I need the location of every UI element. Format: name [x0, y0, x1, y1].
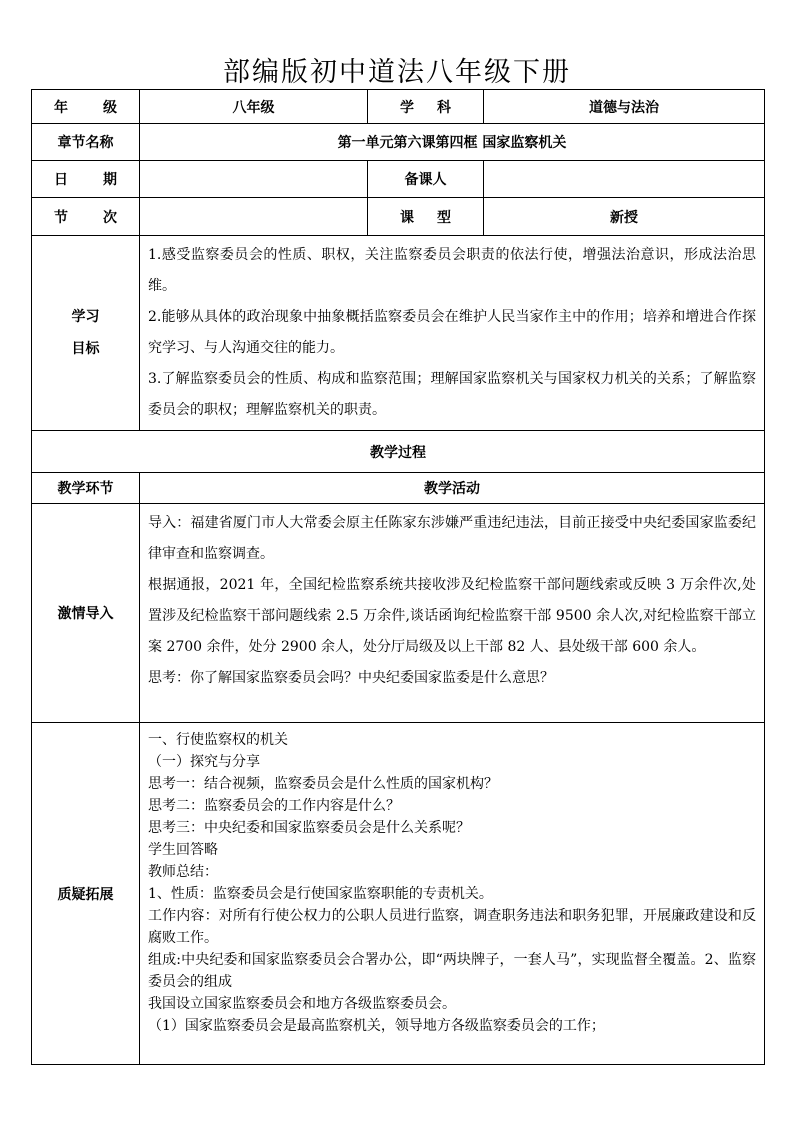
document-title: 部编版初中道法八年级下册 — [223, 57, 571, 88]
preparer-label: 备课人 — [368, 161, 484, 198]
section-row — [32, 198, 765, 236]
objective-item: 3.了解监察委员会的性质、构成和监察范围；理解国家监察机关与国家权力机关的关系；了解监察委员会的职权；理解监察机关的职责。 — [148, 371, 756, 418]
lesson-type-value: 新授 — [484, 198, 765, 236]
lesson-type-label-char-1: 课 — [400, 209, 414, 226]
expand-line: 工作内容：对所有行使公权力的公职人员进行监察，调查职务违法和职务犯罪，开展廉政建设和反腐败工作。 — [148, 908, 756, 946]
objectives-label-line-2: 目标 — [71, 341, 100, 357]
expand-line: 我国设立国家监察委员会和地方各级监察委员会。 — [148, 996, 456, 1012]
expand-line: （一）探究与分享 — [148, 754, 260, 770]
intro-paragraph: 导入：福建省厦门市人大常委会原主任陈家东涉嫌严重违纪违法，目前正接受中央纪委国家监委纪律审查和监察调查。 — [148, 515, 756, 562]
lesson-type-label-cell — [368, 198, 484, 236]
intro-paragraph: 根据通报，2021 年，全国纪检监察系统共接收涉及纪检监察干部问题线索或反映 3 万余件次,处置涉及纪检监察干部问题线索 2.5 万余件,谈话函询纪检监察干部 9500 余人次,对纪检监察干部立案 2700 余件，处分 2900 余人，处分厅局级及以上干部 82 人、县处级干部 600 余人。 — [148, 577, 756, 655]
date-value — [140, 161, 368, 198]
expand-line: 思考二：监察委员会的工作内容是什么？ — [148, 798, 400, 814]
objectives-label — [32, 236, 140, 431]
stage-expand-label: 质疑拓展 — [32, 723, 140, 1065]
stage-intro-label: 激情导入 — [32, 504, 140, 723]
process-heading: 教学过程 — [32, 431, 765, 473]
intro-paragraph: 思考：你了解国家监察委员会吗？中央纪委国家监委是什么意思？ — [148, 670, 554, 686]
expand-line: 一、行使监察权的机关 — [148, 732, 288, 748]
subject-label-char-2: 科 — [437, 99, 451, 116]
chapter-value: 第一单元第六课第四框 国家监察机关 — [140, 124, 765, 161]
stage-column-header: 教学环节 — [32, 473, 140, 504]
section-label-char-2: 次 — [103, 209, 117, 226]
subject-label-cell — [368, 90, 484, 124]
activity-column-header: 教学活动 — [140, 473, 765, 504]
date-label-cell — [32, 161, 140, 198]
stage-expand-row — [32, 723, 765, 1065]
grade-label-char-2: 级 — [103, 99, 117, 116]
date-row — [32, 161, 765, 198]
objectives-row — [32, 236, 765, 431]
objective-item: 2.能够从具体的政治现象中抽象概括监察委员会在维护人民当家作主中的作用；培养和增进合作探究学习、与人沟通交往的能力。 — [148, 309, 756, 356]
objectives-content — [140, 236, 765, 431]
section-value — [140, 198, 368, 236]
grade-label-cell — [32, 90, 140, 124]
stage-intro-content — [140, 504, 765, 723]
chapter-label: 章节名称 — [32, 124, 140, 161]
expand-line: （1）国家监察委员会是最高监察机关，领导地方各级监察委员会的工作； — [148, 1018, 605, 1034]
lesson-type-label-char-2: 型 — [437, 209, 451, 226]
expand-line: 组成:中央纪委和国家监察委员会合署办公，即“两块牌子，一套人马”，实现监督全覆盖。2、监察委员会的组成 — [148, 952, 756, 990]
expand-line: 学生回答略 — [148, 842, 218, 858]
process-columns-row — [32, 473, 765, 504]
expand-line: 1、性质：监察委员会是行使国家监察职能的专责机关。 — [148, 886, 493, 902]
objective-item: 1.感受监察委员会的性质、职权，关注监察委员会职责的依法行使，增强法治意识，形成法治思维。 — [148, 247, 756, 294]
subject-value: 道德与法治 — [484, 90, 765, 124]
expand-line: 教师总结： — [148, 864, 218, 880]
section-label-char-1: 节 — [54, 209, 68, 226]
stage-expand-content — [140, 723, 765, 1065]
grade-label-char-1: 年 — [54, 99, 68, 116]
objectives-label-line-1: 学习 — [71, 309, 100, 325]
date-label-char-2: 期 — [103, 172, 117, 188]
chapter-row — [32, 124, 765, 161]
lesson-plan-table — [31, 89, 765, 1065]
date-label-char-1: 日 — [54, 172, 68, 188]
expand-line: 思考一：结合视频，监察委员会是什么性质的国家机构？ — [148, 776, 498, 792]
stage-intro-row — [32, 504, 765, 723]
expand-line: 思考三：中央纪委和国家监察委员会是什么关系呢？ — [148, 820, 470, 836]
grade-value: 八年级 — [140, 90, 368, 124]
subject-label-char-1: 学 — [400, 99, 414, 116]
process-heading-row — [32, 431, 765, 473]
grade-subject-row — [32, 90, 765, 124]
section-label-cell — [32, 198, 140, 236]
preparer-value — [484, 161, 765, 198]
